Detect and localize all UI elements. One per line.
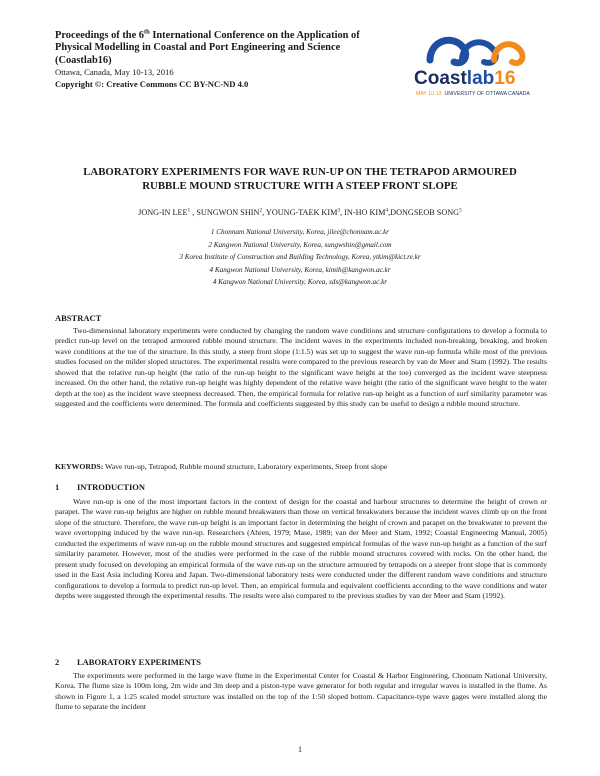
title-line-1: LABORATORY EXPERIMENTS FOR WAVE RUN-UP ON THE TETRAPOD ARMOURED [83, 166, 517, 178]
paper-title [40, 165, 560, 194]
logo-wordmark: Coastlab16 [414, 68, 516, 89]
author-name: YOUNG-TAEK KIM [265, 208, 338, 217]
section-heading-introduction: 1 INTRODUCTION [55, 482, 146, 492]
laboratory-experiments-text: The experiments were performed in the large wave flume in the Experimental Center for Coastal & Harbor Engineering, Chonnam National University, Korea. The flume size is 100m long, 2m wide and 3m deep and a piston-type wave generator for both regular and irregular waves is installed in the flume. As shown in Figure 1, a 1:25 scaled model structure was installed on the top of the 1:50 sloped bottom. Capacitance-type wave gages were installed along the flume to separate the incident [55, 671, 547, 712]
abstract-heading: ABSTRACT [55, 313, 102, 323]
affiliation-list [40, 226, 560, 289]
page-number: 1 [298, 745, 302, 754]
author-sup: 3 [337, 207, 341, 214]
keywords-label: KEYWORDS: [55, 462, 104, 471]
abstract-text: Two-dimensional laboratory experiments were conducted by changing the random wave conditions and structure configurations to develop a formula to predict run-up level on the tetrapod armoured rubble mound structure. The incident waves in the experiments included non-breaking, breaking, and broken wave conditions at the toe of the structure. In this study, a steep front slope (1:1.5) was set up to suggest the wave run-up formula while most of the previous studies focused on the milder sloped structures. The experimental results were compared to the previous research by van de Meer and Stam (1992). The results showed that the relative run-up height (the ratio of the run-up height to the significant wave height at the toe) converged as the incident wave steepness increased. On the other hand, the relative run-up height was highly dependent of the relative wave height (the ratio of the significant wave height to the water depth at the toe) as the incident wave steepness decreased. Then, the empirical formula for relative run-up height as a function of surf similarity parameter was suggested and the coefficients were determined. The formula and coefficients suggested by this study can be useful to design a rubble mound structure. [55, 326, 547, 409]
keywords-line [55, 462, 547, 472]
affiliation: 4 Kangwon National University, Korea, sds@kangwon.ac.kr [212, 278, 388, 286]
affiliation: 3 Korea Institute of Construction and Building Technology, Korea, ytkim@kict.re.kr [179, 253, 421, 261]
affiliation: 4 Kangwon National University, Korea, kimih@kangwon.ac.kr [209, 265, 391, 274]
author-sup: 2 [259, 207, 263, 214]
author-sup: 5 [459, 207, 462, 214]
title-line-2: RUBBLE MOUND STRUCTURE WITH A STEEP FRONT SLOPE [142, 180, 458, 193]
author-name: SUNGWON SHIN [196, 208, 260, 217]
wave-swirl-icon [430, 40, 522, 63]
author-name: DONGSEOB SONG [390, 208, 460, 217]
affiliation: 2 Kangwon National University, Korea, sungwshin@gmail.com [208, 240, 392, 249]
proceedings-header [55, 30, 395, 90]
logo-subline: MAY 10-13 UNIVERSITY OF OTTAWA CANADA [416, 91, 530, 97]
coastlab-logo [410, 20, 550, 100]
author-list: JONG-IN LEE$^1$ , SUNGWON SHIN$^2$, YOUNG-TAEK KIM$^3$, IN-HO KIM$^4$,DONGSEOB SONG$^5$ [138, 207, 462, 217]
introduction-text: Wave run-up is one of the most important factors in the context of design for the coastal and harbour structures to determine the height of crown or parapet. The wave run-up heights are higher on rubble mound breakwaters than those on vertical breakwaters because the incident waves climb up on the front slope of the structure. Therefore, the wave run-up height is an important factor in determining the height of crown and parapet on the breakwater to prevent the wave overtopping induced by the wave run-up. Researchers (Ahren, 1979; Mase, 1989; van der Meer and Stam, 1992; Coastal Engineering Manual, 2005) conducted the experiments of wave run-up on the rubble mound structures and suggested empirical formulas of the wave run-up height as a function of the surf similarity parameter. However, most of the studies were performed in the case of the rubble mound structures covered with rocks. On the other hand, the present study focused on developing an empirical formula of the wave run-up on the structure armoured by tetrapods on a steeper front slope that is commonly used in the East Asia including Korea and Japan. Two-dimensional laboratory tests were conducted under the different random wave conditions and structure configurations to develop a formula to predict run-up level. Then, an empirical formula and equivalent coefficients according to the wave conditions and water depths were suggested through the experimental results. The results were also compared to the previous studies by van der Meer and Stam (1992). [55, 497, 547, 601]
author-sup: 4 [385, 207, 389, 214]
proceedings-title: Proceedings of the 6th International Conference on the Application of Physical Modelling in Coastal and Port Engineering and Science (Coastlab16) [55, 28, 360, 66]
author-sup: 1 [187, 207, 191, 214]
author-name: IN-HO KIM [344, 208, 386, 217]
affiliation: 1 Chonnam National University, Korea, jilee@chonnam.ac.kr [210, 228, 390, 236]
author-name: JONG-IN LEE [138, 208, 188, 217]
keywords-text: Wave run-up, Tetrapod, Rubble mound structure, Laboratory experiments, Steep front slope [103, 462, 388, 471]
section-heading-laboratory-experiments: 2 LABORATORY EXPERIMENTS [55, 657, 201, 667]
copyright-line: Copyright ©: Creative Commons CC BY-NC-ND 4.0 [55, 78, 249, 89]
conference-location: Ottawa, Canada, May 10-13, 2016 [55, 67, 174, 78]
